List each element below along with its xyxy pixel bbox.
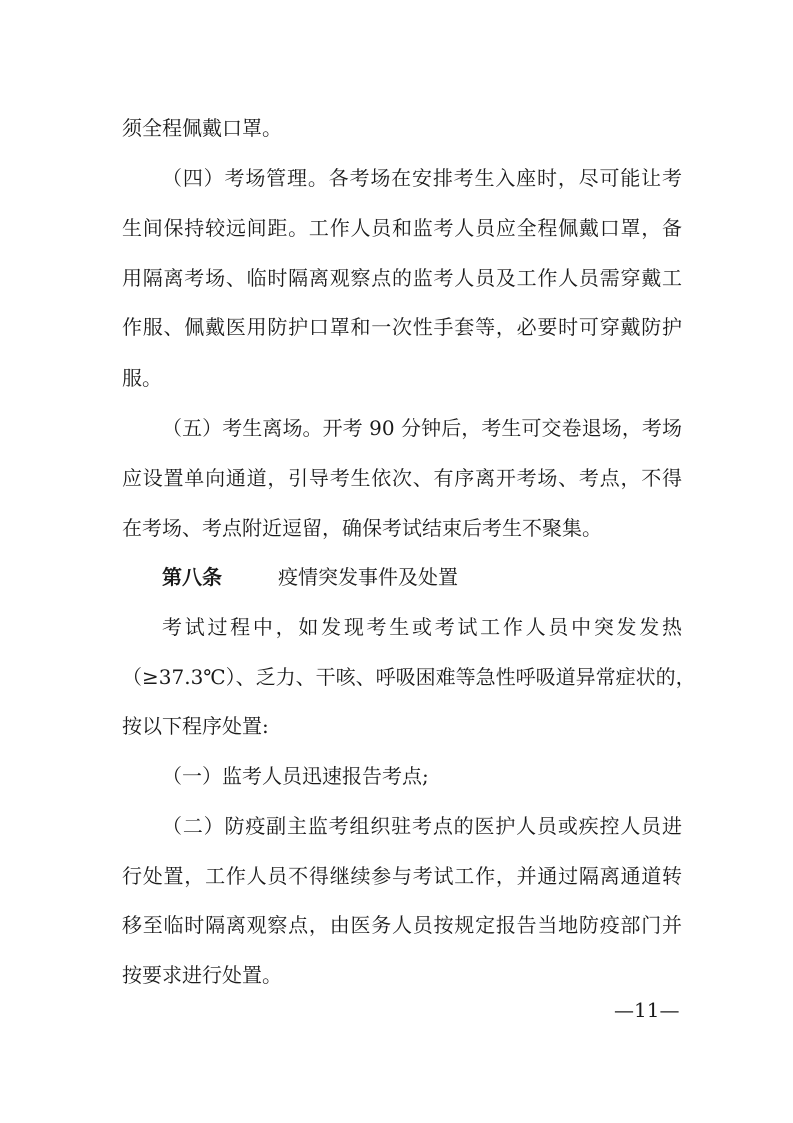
text-line: 按要求进行处置。 [122,963,282,987]
article-title: 疫情突发事件及处置 [278,565,458,589]
text-line: 服。 [122,366,162,390]
text-line: 生间保持较远间距。工作人员和监考人员应全程佩戴口罩，备 [122,216,682,240]
text-line: （四）考场管理。各考场在安排考生入座时，尽可能让考 [162,166,682,190]
text-line: 在考场、考点附近逗留，确保考试结束后考生不聚集。 [122,516,602,540]
text-line: 移至临时隔离观察点，由医务人员按规定报告当地防疫部门并 [122,913,682,937]
text-line: （一）监考人员迅速报告考点; [162,764,429,788]
text-line: 作服、佩戴医用防护口罩和一次性手套等，必要时可穿戴防护 [122,315,682,339]
text-line: 按以下程序处置: [122,714,269,738]
text-line: 行处置，工作人员不得继续参与考试工作，并通过隔离通道转 [122,864,682,888]
article-heading: 第八条 [162,565,222,589]
text-line: 应设置单向通道，引导考生依次、有序离开考场、考点，不得 [122,466,682,490]
text-line: （二）防疫副主监考组织驻考点的医护人员或疾控人员进 [162,814,682,838]
text-line: （≥37.3℃）、乏力、干咳、呼吸困难等急性呼吸道异常症状的， [122,665,696,689]
text-line: 须全程佩戴口罩。 [122,116,282,140]
text-line: 考试过程中，如发现考生或考试工作人员中突发发热 [162,615,682,639]
text-line: （五）考生离场。开考 90 分钟后，考生可交卷退场，考场 [162,416,682,440]
page-number: —11— [614,998,680,1022]
text-line: 用隔离考场、临时隔离观察点的监考人员及工作人员需穿戴工 [122,266,682,290]
